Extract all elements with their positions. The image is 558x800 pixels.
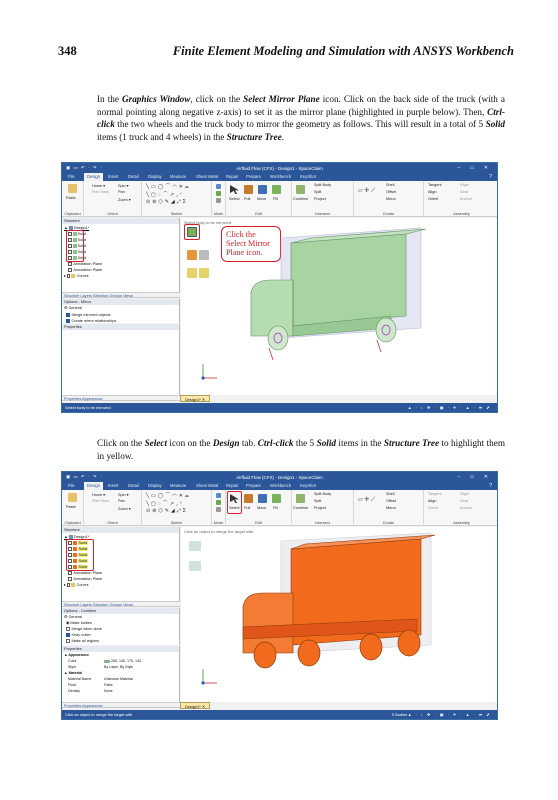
title-bar [62,163,497,173]
status-message: Click an object to merge the target with. [65,712,134,717]
document-tab-design1[interactable]: Design1* ✕ [180,702,210,709]
pull-icon[interactable] [244,494,253,503]
ribbon-tabs [62,173,497,181]
pull-icon[interactable] [244,185,253,194]
plan-view-button[interactable]: Plan View [92,499,109,503]
rigid-button[interactable]: Rigid [460,492,469,496]
properties-panel-tabs[interactable]: Properties Appearance [62,702,180,708]
tab-keyshot[interactable]: KeyShot [300,483,316,488]
status-bar [62,403,497,412]
options-general: ⚙ General [64,615,82,619]
clipboard-icon[interactable] [68,493,77,502]
group-sketch: ╲▭◯⌒◠✕⌓ ╲▢◌⌒↗◞◜ ⊙⊘⬡✎◢⤢Σ Sketch [142,181,212,217]
pan-button[interactable]: Pan [118,499,125,503]
options-panel [62,608,180,645]
merge-when-done-checkbox[interactable]: Merge when done [66,626,102,632]
help-icon[interactable]: ? [489,174,492,180]
options-general: ⚙ General [64,306,82,310]
status-tools[interactable]: ▲ · ↕ ✥ · ▣ · ✢ · ▲ · ⬌ ⬈ [407,712,491,717]
prop-row[interactable]: Style By Layer, By Style [68,665,134,669]
anchor-button[interactable]: Anchor [460,197,473,201]
tab-workbench[interactable]: Workbench [270,174,292,179]
window-controls[interactable]: – ▭ ✕ [457,164,492,171]
move-button[interactable]: Move [257,197,267,201]
select-button-highlight [227,491,242,514]
tab-measure[interactable]: Measure [170,483,187,488]
running-header [58,44,514,60]
split-body-button[interactable]: Split Body [314,492,332,496]
combine-icon[interactable] [296,494,305,503]
solids-highlight-box [66,230,84,262]
tangent-button[interactable]: Tangent [428,492,442,496]
viewport-message: Click an object to merge the target with. [184,529,255,534]
tab-keyshot[interactable]: KeyShot [300,174,316,179]
anchor-button[interactable]: Anchor [460,506,473,510]
tree-annotation-plane-1[interactable]: Annotation Plane [68,261,102,267]
prop-row[interactable]: Color 255, 140, 175, 143 [68,659,141,663]
group-orient: Home ▾ Plan View Spin ▾ Pan Zoom ▾ Orient [84,490,142,526]
mirror-button[interactable]: Mirror [386,506,396,510]
curves-icon [71,274,75,278]
tab-detail[interactable]: Detail [128,483,139,488]
align-button[interactable]: Align [428,190,437,194]
properties-title: Properties [62,324,179,330]
zoom-button[interactable]: Zoom ▾ [118,507,131,511]
tab-file[interactable]: File [68,174,75,179]
rigid-button[interactable]: Rigid [460,183,469,187]
tab-measure[interactable]: Measure [170,174,187,179]
split-button[interactable]: Split [314,499,322,503]
offset-button[interactable]: Offset [386,499,397,503]
group-mode: Mode [212,490,226,526]
group-mode: Mode [212,181,226,217]
create-relationships-checkbox[interactable]: Create mirror relationships [66,318,116,324]
sketch-tools-icon[interactable]: ╲▭◯⌒◠✕⌓ [146,493,191,499]
instruction-paragraph-1: In the Graphics Window, click on the Select Mirror Plane icon. Click on the back side of the truck (with a normal pointing along negative z-axis) to set it as the mirror plane (highlighted in purple below). Then, Ctrl-click the two wheels and the truck body to mirror the geometry as follows. This will result in a total of 5 Solid items (1 truck and 4 wheels) in the Structure Tree. [97,94,505,142]
options-panel [62,299,180,323]
mirror-button[interactable]: Mirror [386,197,396,201]
tree-solid-3[interactable]: Solid [68,243,86,249]
status-message: Select body to be mirrored [65,405,111,410]
solids-highlight-box [66,539,94,571]
group-edit: Select Pull Move Fill Edit [226,490,292,526]
make-all-regions-checkbox[interactable]: Make all regions [66,638,99,644]
tab-insert[interactable]: Insert [108,483,119,488]
tree-solid-4[interactable]: Solid [68,249,86,255]
quick-access-toolbar[interactable]: ▣ ▭ ↶ · ↷ · [66,165,103,170]
zoom-button[interactable]: Zoom ▾ [118,198,131,202]
properties-panel [62,646,180,702]
project-button[interactable]: Project [314,197,326,201]
tree-solid-2[interactable]: Solid [68,237,86,243]
tab-sheet-metal[interactable]: Sheet Metal [196,483,219,488]
window-controls[interactable]: – ▭ ✕ [457,473,492,480]
combine-button[interactable]: Combine [293,506,309,510]
structure-title: Structure [62,218,179,224]
shell-button[interactable]: Shell [386,183,395,187]
group-create: ▱ ✛ ⟋ Shell Offset Mirror Create [354,490,424,526]
fill-icon[interactable] [272,494,281,503]
options-title: Options - Mirror [62,299,179,305]
truck-model-green[interactable] [181,218,498,395]
ribbon [62,490,497,526]
shell-button[interactable]: Shell [386,492,395,496]
3d-mode-icon[interactable] [216,198,221,203]
plane-icon[interactable]: ▱ ✛ ⟋ [358,188,376,194]
group-assembly: Tangent Align Orient Rigid Gear Anchor Assembly [428,183,473,216]
tab-design[interactable]: Design [84,482,103,490]
group-edit: Select Pull Move Fill Edit [226,181,292,217]
instruction-paragraph-2: Click on the Select icon on the Design tab. Ctrl-click the 5 Solid items in the Structure Tree to highlight them in yellow. [97,438,505,461]
properties-title: Properties [62,646,179,652]
fill-icon[interactable] [272,185,281,194]
graphics-window[interactable] [181,527,498,702]
move-icon[interactable] [258,494,267,503]
tab-design[interactable]: Design [84,173,103,181]
tree-root[interactable]: ▲ Design1* [64,226,90,230]
tree-solid-3-selected[interactable]: Solid [68,552,88,558]
status-tools[interactable]: ▲ · ↕ ✥ · ▣ · ✢ · ▲ · ⬌ ⬈ [407,405,491,410]
tree-solid-5[interactable]: Solid [68,255,86,261]
structure-panel-tabs[interactable]: Structure Layers Selection Groups Views [62,292,180,298]
title-bar [62,472,497,482]
plan-view-button[interactable]: Plan View [92,190,109,194]
select-button[interactable]: Select [229,197,240,201]
structure-title: Structure [62,527,179,533]
align-button[interactable]: Align [428,499,437,503]
spin-button[interactable]: Spin ▾ [118,184,129,188]
move-button[interactable]: Move [257,506,267,510]
tab-insert[interactable]: Insert [108,174,119,179]
tab-display[interactable]: Display [148,174,162,179]
tab-workbench[interactable]: Workbench [270,483,292,488]
group-clipboard: Paste Clipboard [62,181,84,217]
tab-repair[interactable]: Repair [226,174,239,179]
fill-button[interactable]: Fill [273,197,278,201]
group-orient: Home ▾ Plan View Spin ▾ Pan Zoom ▾ Orient [84,181,142,217]
combine-button[interactable]: Combine [293,197,309,201]
tree-solid-4-selected[interactable]: Solid [68,558,88,564]
split-button[interactable]: Split [314,190,322,194]
sketch-mode-icon[interactable] [216,184,221,189]
page-number: 348 [58,44,77,58]
prop-row[interactable]: Material Name Unknown Material [68,677,133,681]
tab-sheet-metal[interactable]: Sheet Metal [196,174,219,179]
tree-curves[interactable]: ▸ Curves [64,583,89,587]
tab-prepare[interactable]: Prepare [246,483,261,488]
sketch-tools-row2-icon[interactable]: ╲▢◌⌒↗◞◜ [146,192,184,198]
group-clipboard: Paste Clipboard [62,490,84,526]
merge-mirrored-checkbox[interactable]: Merge mirrored objects [66,312,111,318]
select-arrow-icon[interactable] [230,185,239,194]
move-icon[interactable] [258,185,267,194]
group-intersect: Combine Split Body Split Project Intersect [292,181,354,217]
home-button[interactable]: Home ▾ [92,493,106,497]
options-title: Options - Combine [62,608,179,614]
gear-button[interactable]: Gear [460,190,469,194]
pull-button[interactable]: Pull [244,506,251,510]
plane-icon[interactable]: ▱ ✛ ⟋ [358,497,376,503]
structure-tree [62,218,180,292]
group-assembly: Tangent Align Orient Rigid Gear Anchor Assembly [428,492,473,525]
properties-panel-tabs[interactable]: Properties Appearance [62,395,180,401]
window-title: Airfluid Flow (CFX) - Design1 - SpaceClaim [236,165,323,171]
tree-solid-1[interactable]: Solid [68,231,86,237]
prop-row: ▲ Material [64,671,83,675]
tree-solid-2-selected[interactable]: Solid [68,546,88,552]
status-selection-count: 5 Bodies [392,712,408,717]
running-title: Finite Element Modeling and Simulation with ANSYS Workbench [172,44,514,58]
split-body-button[interactable]: Split Body [314,183,332,187]
gear-button[interactable]: Gear [460,499,469,503]
sketch-tools-icon[interactable]: ╲▭◯⌒◠✕⌓ [146,184,191,190]
spin-button[interactable]: Spin ▾ [118,493,129,497]
section-mode-icon[interactable] [216,191,221,196]
project-button[interactable]: Project [314,506,326,510]
spaceclaim-screenshot-combine [61,471,498,720]
structure-panel-tabs[interactable]: Structure Layers Selection Groups Views [62,601,180,607]
tab-repair[interactable]: Repair [226,483,239,488]
tree-solid-1-selected[interactable]: Solid [68,540,88,546]
callout-select-mirror-plane: Click the Select Mirror Plane icon. [221,226,281,262]
tab-detail[interactable]: Detail [128,174,139,179]
tree-annotation-plane-1[interactable]: Annotation Plane [68,570,102,576]
tree-annotation-plane-2[interactable]: Annotation Plane [68,576,102,582]
sketch-tools-row2-icon[interactable]: ╲▢◌⌒↗◞◜ [146,501,184,507]
properties-panel [62,324,180,395]
section-mode-icon[interactable] [216,500,221,505]
tree-curves[interactable]: ▸ Curves [64,274,89,278]
truck-model-orange[interactable] [181,527,498,702]
tab-file[interactable]: File [68,483,75,488]
pull-button[interactable]: Pull [244,197,251,201]
tab-display[interactable]: Display [148,483,162,488]
home-button[interactable]: Home ▾ [92,184,106,188]
window-title: Airfluid Flow (CFX) - Design1 - SpaceClaim [236,474,323,480]
sketch-tools-row3-icon[interactable]: ⊙⊘⬡✎◢⤢Σ [146,199,188,205]
spaceclaim-screenshot-mirror [61,162,498,413]
tangent-button[interactable]: Tangent [428,183,442,187]
tree-annotation-plane-2[interactable]: Annotation Plane [68,267,102,273]
sketch-tools-row3-icon[interactable]: ⊙⊘⬡✎◢⤢Σ [146,508,188,514]
quick-access-toolbar[interactable]: ▣ ▭ ↶ · ↷ · [66,474,103,479]
select-button[interactable]: Select [229,506,240,510]
keep-cutter-checkbox[interactable]: Keep cutter [66,632,91,638]
curves-icon [71,583,75,587]
graphics-window[interactable] [181,218,498,395]
ribbon [62,181,497,217]
document-tab-design1[interactable]: Design1* ✕ [180,395,210,402]
fill-button[interactable]: Fill [273,506,278,510]
combine-icon[interactable] [296,185,305,194]
prop-row[interactable]: Density None [68,689,113,693]
orient-button[interactable]: Orient [428,197,439,201]
clipboard-icon[interactable] [68,184,77,193]
color-swatch[interactable] [104,660,110,663]
tree-solid-5-selected[interactable]: Solid [68,564,88,570]
viewport-message: Select body to be mirrored. [184,220,233,225]
offset-button[interactable]: Offset [386,190,397,194]
tree-root[interactable]: ▲ Design1* [64,535,90,539]
make-bodies-radio[interactable]: ◉ Make bodies [66,621,92,625]
pan-button[interactable]: Pan [118,190,125,194]
orient-button[interactable]: Orient [428,506,439,510]
group-sketch: ╲▭◯⌒◠✕⌓ ╲▢◌⌒↗◞◜ ⊙⊘⬡✎◢⤢Σ Sketch [142,490,212,526]
group-create: ▱ ✛ ⟋ Shell Offset Mirror Create [354,181,424,217]
prop-row[interactable]: Fluid False [68,683,113,687]
status-bar [62,710,497,719]
ribbon-tabs [62,482,497,490]
prop-row: ▲ Appearance [64,653,89,657]
sketch-mode-icon[interactable] [216,493,221,498]
tab-prepare[interactable]: Prepare [246,174,261,179]
structure-tree [62,527,180,601]
group-intersect: Combine Split Body Split Project Intersect [292,490,354,526]
help-icon[interactable]: ? [489,483,492,489]
3d-mode-icon[interactable] [216,507,221,512]
